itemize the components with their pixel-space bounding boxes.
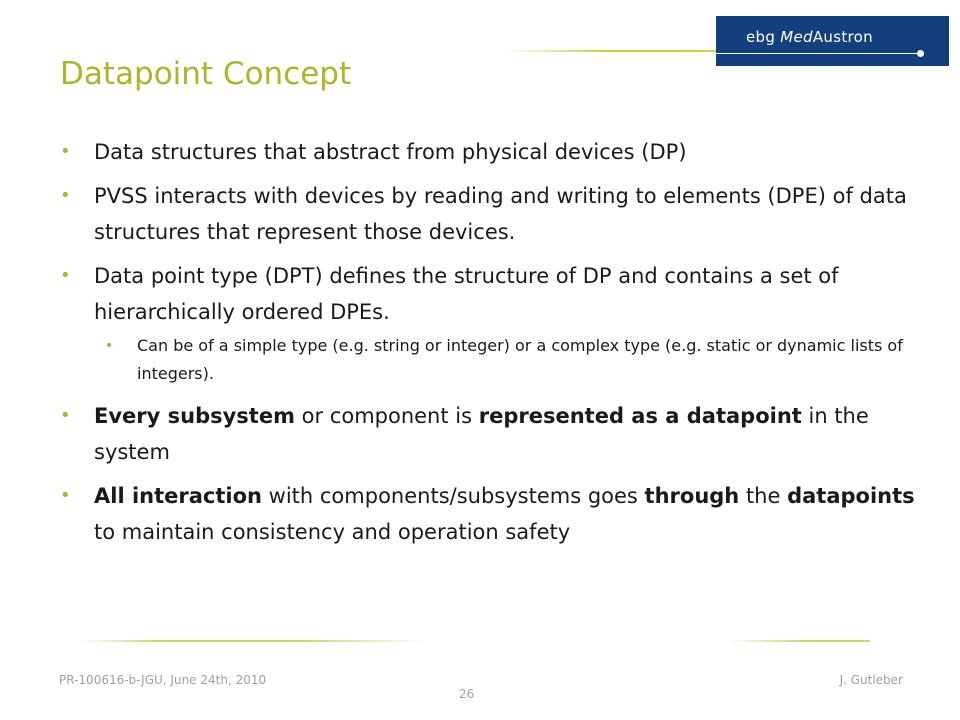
bottom-decorative-line	[80, 640, 870, 642]
text-run: to maintain consistency and operation safety	[94, 520, 571, 544]
bullet-icon: •	[60, 405, 71, 426]
logo-emphasis: Med	[780, 28, 813, 46]
logo-prefix: ebg	[746, 28, 781, 46]
bullet-text	[94, 398, 920, 470]
text-run: or component is	[294, 404, 479, 428]
text-run: with components/subsystems goes	[261, 484, 645, 508]
bullet-list	[60, 134, 920, 550]
bullet-icon: •	[60, 485, 71, 506]
text-run: in the system	[94, 404, 869, 464]
sub-bullet-text: Can be of a simple type (e.g. string or integer) or a complex type (e.g. static or dynamic lists of integers).	[137, 336, 903, 383]
bullet-icon: •	[60, 265, 71, 286]
text-run: the	[739, 484, 788, 508]
page-number: 26	[459, 687, 475, 701]
bullet-item	[60, 134, 920, 170]
bold-phrase: through	[644, 484, 740, 508]
footer-author: J. Gutleber	[839, 673, 903, 687]
logo-dot	[917, 50, 924, 57]
footer-reference: PR-100616-b-JGU, June 24th, 2010	[59, 673, 267, 687]
logo-underline	[716, 53, 921, 54]
bullet-text: PVSS interacts with devices by reading and writing to elements (DPE) of data structures that represent those devices.	[94, 184, 907, 244]
logo	[716, 16, 949, 66]
logo-suffix: Austron	[812, 28, 873, 46]
bold-phrase: represented as a datapoint	[478, 404, 802, 428]
bullet-text: Data structures that abstract from physical devices (DP)	[94, 140, 687, 164]
top-decorative-line	[505, 50, 720, 52]
bullet-item	[60, 178, 920, 250]
sub-bullet-icon: •	[105, 338, 114, 354]
bullet-icon: •	[60, 141, 71, 162]
bold-phrase: datapoints	[787, 484, 915, 508]
bullet-text: Data point type (DPT) defines the structure of DP and contains a set of hierarchically ordered DPEs.	[94, 264, 839, 324]
bullet-text	[94, 478, 920, 550]
logo-text	[746, 28, 873, 46]
bold-phrase: All interaction	[94, 484, 262, 508]
slide-title: Datapoint Concept	[60, 56, 352, 92]
bullet-icon: •	[60, 185, 71, 206]
bullet-item	[60, 258, 920, 330]
bullet-item	[60, 478, 920, 550]
sub-bullet-item	[60, 332, 920, 388]
bold-phrase: Every subsystem	[94, 404, 295, 428]
bullet-item	[60, 398, 920, 470]
